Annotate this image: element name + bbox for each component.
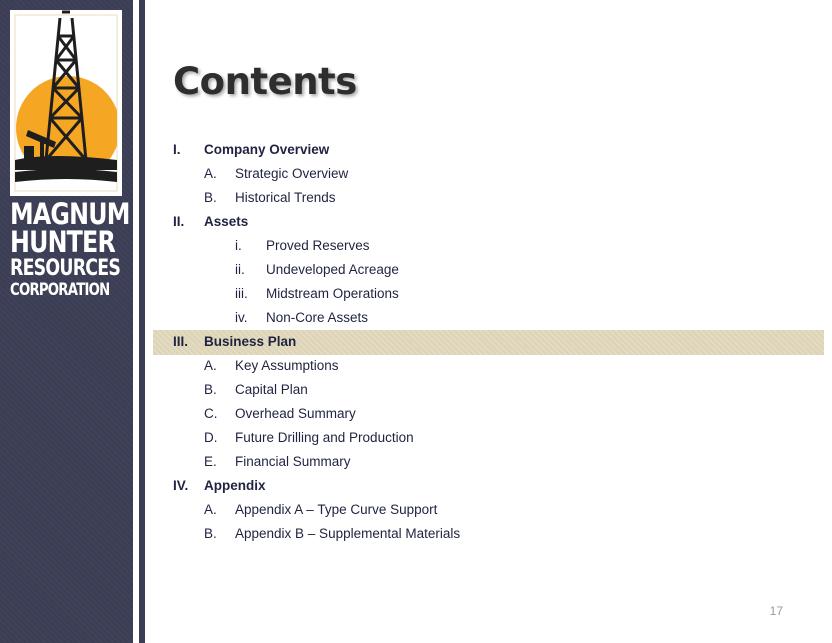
toc-item-number: i. [235,238,242,253]
toc-item-number: B. [204,382,217,397]
wordmark-line-corporation: CORPORATION [10,280,110,300]
toc-item-label: Proved Reserves [266,238,370,253]
toc-item-number: II. [173,214,185,229]
toc-item-number: C. [204,406,218,421]
toc-item-number: A. [204,166,217,181]
toc-item-number: A. [204,358,217,373]
toc-item-number: B. [204,526,217,541]
oil-derrick-logo [10,10,122,196]
toc-item-number: iii. [235,286,248,301]
toc-item-number: ii. [235,262,245,277]
toc-item-label: Business Plan [204,334,297,349]
toc-item-label: Capital Plan [235,382,308,397]
toc-item-label: Key Assumptions [235,358,339,373]
toc-item-number: A. [204,502,217,517]
toc-item-label: Future Drilling and Production [235,430,414,445]
company-wordmark [10,197,130,300]
toc-item-label: Overhead Summary [235,406,356,421]
toc-item-label: Historical Trends [235,190,336,205]
toc-item-number: D. [204,430,218,445]
page-title: Contents [173,60,357,103]
toc-item-number: B. [204,190,217,205]
toc-item-label: Appendix A – Type Curve Support [235,502,438,517]
toc-item-label: Strategic Overview [235,166,349,181]
toc-item-label: Company Overview [204,142,330,157]
toc-item-number: III. [173,334,189,349]
toc-item-number: I. [173,142,181,157]
wordmark-line-hunter: HUNTER [10,225,115,259]
page-number: 17 [769,604,783,618]
sidebar [0,0,133,643]
toc-item-label: Non-Core Assets [266,310,369,325]
wordmark-line-resources: RESOURCES [10,256,121,281]
toc-item-label: Appendix [204,478,266,493]
toc-item-label: Undeveloped Acreage [266,262,399,277]
toc-item-number: IV. [173,478,189,493]
wordmark-line-magnum: MAGNUM [10,197,130,231]
toc-item-label: Assets [204,214,249,229]
toc-item-label: Midstream Operations [266,286,399,301]
sidebar-divider [139,0,145,643]
toc-item-number: iv. [235,310,248,325]
toc-item-label: Appendix B – Supplemental Materials [235,526,461,541]
toc-item-number: E. [204,454,217,469]
toc-item-label: Financial Summary [235,454,351,469]
